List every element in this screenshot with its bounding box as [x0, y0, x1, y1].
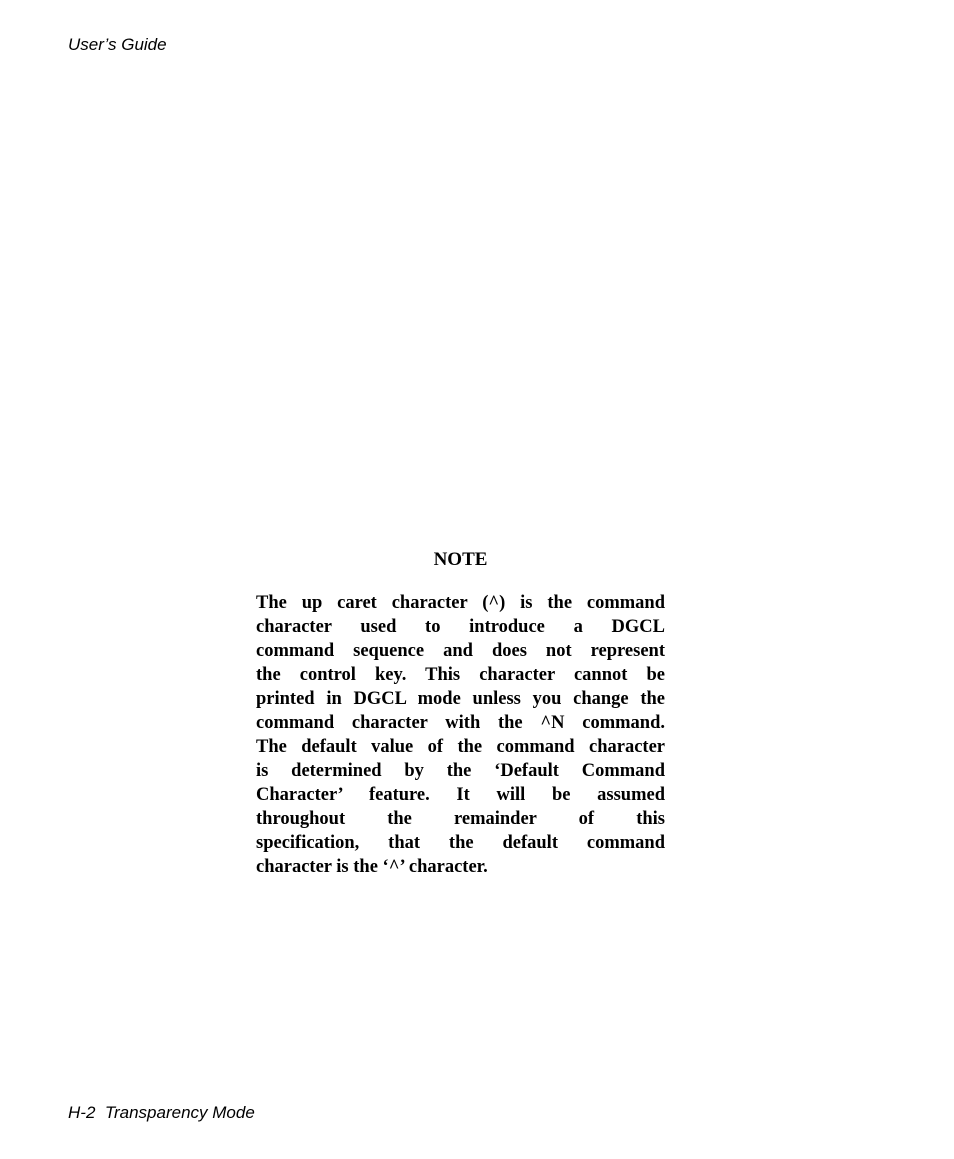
note-line: specification, that the default command: [256, 833, 665, 853]
note-line: throughout the remainder of this: [256, 809, 665, 829]
footer-section-title: Transparency Mode: [104, 1103, 255, 1122]
note-body: [256, 591, 665, 879]
note-line: command character with the ^N command.: [256, 713, 665, 733]
running-header: User’s Guide: [68, 35, 167, 54]
note-line: printed in DGCL mode unless you change the: [256, 689, 665, 709]
note-line: Character’ feature. It will be assumed: [256, 785, 665, 805]
note-block: [256, 548, 665, 879]
note-line: the control key. This character cannot be: [256, 665, 665, 685]
footer-page-number: H-2: [68, 1103, 96, 1122]
running-footer: [68, 1103, 255, 1123]
note-line: command sequence and does not represent: [256, 641, 665, 661]
note-line: character used to introduce a DGCL: [256, 617, 665, 637]
note-line: is determined by the ‘Default Command: [256, 761, 665, 781]
note-line: character is the ‘^’ character.: [256, 857, 488, 877]
note-line: The default value of the command character: [256, 737, 665, 757]
note-heading: NOTE: [433, 549, 488, 570]
note-line: The up caret character (^) is the command: [256, 593, 665, 613]
